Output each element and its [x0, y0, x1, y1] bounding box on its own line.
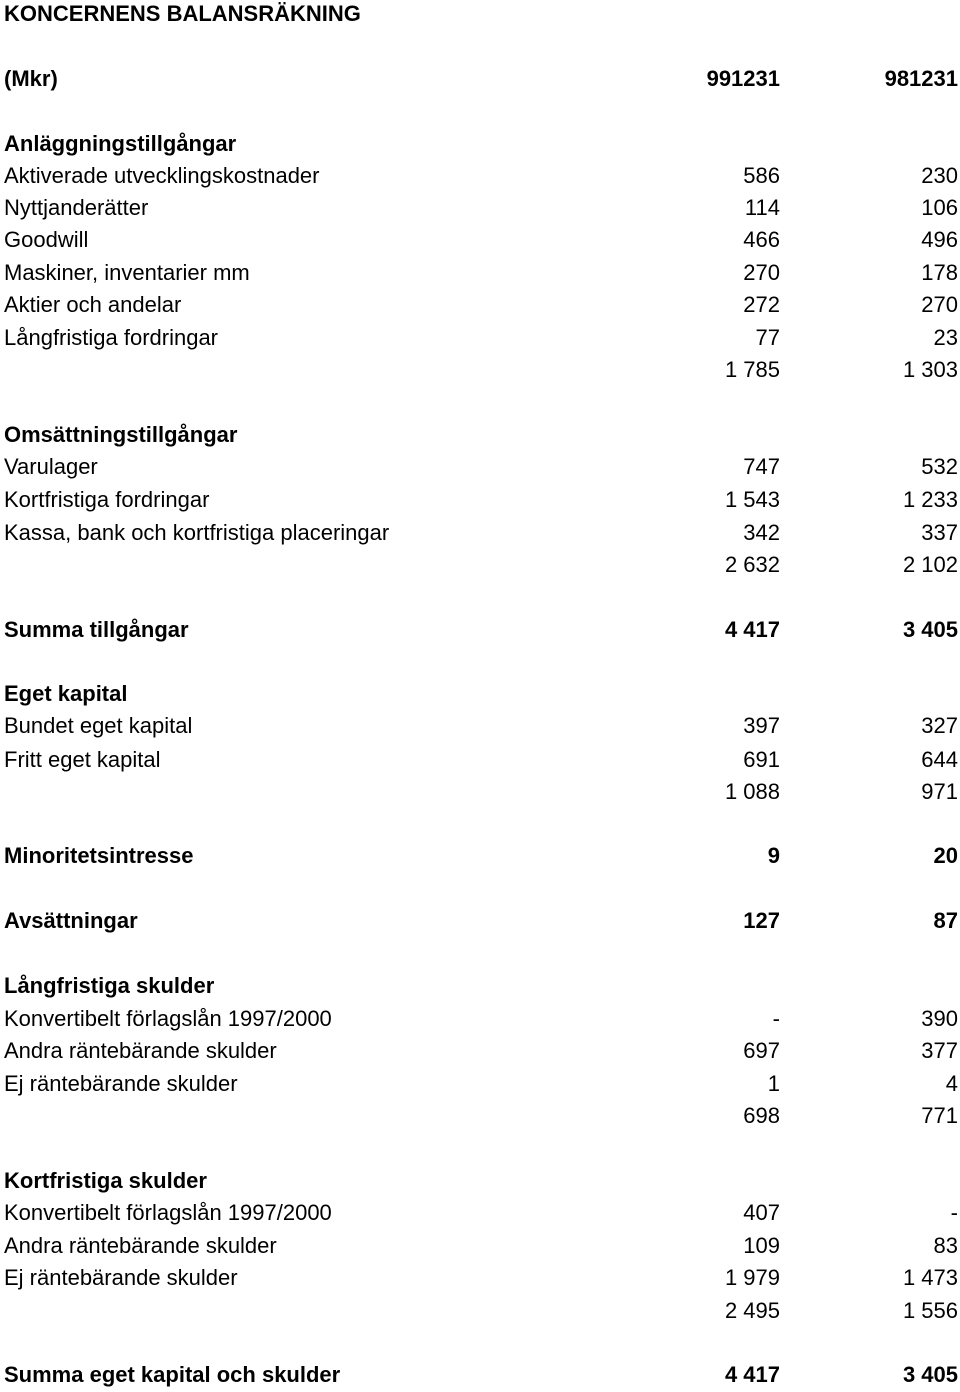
- column-header-1998: 981231: [884, 66, 958, 91]
- value-1998: 496: [921, 227, 958, 252]
- value-1998: 106: [921, 195, 958, 220]
- table-row: [0, 453, 960, 481]
- table-row: [0, 1005, 960, 1033]
- row-label: Summa tillgångar: [4, 617, 189, 642]
- section-heading-eget-kapital: [0, 680, 960, 708]
- row-label: Eget kapital: [4, 681, 128, 706]
- page-title: KONCERNENS BALANSRÄKNING: [4, 1, 361, 26]
- value-1998: 3 405: [902, 1362, 958, 1387]
- row-label: Kortfristiga skulder: [4, 1168, 207, 1193]
- table-row: [0, 194, 960, 222]
- value-1999: 114: [744, 195, 780, 220]
- value-1999: 1 979: [724, 1265, 780, 1290]
- table-row: [0, 1361, 960, 1389]
- row-label: Nyttjanderätter: [4, 195, 149, 220]
- table-row: [0, 616, 960, 644]
- value-1999: 272: [743, 292, 780, 317]
- row-label: Aktiverade utvecklingskostnader: [4, 163, 320, 188]
- value-1998: 4: [945, 1071, 958, 1096]
- row-label: Konvertibelt förlagslån 1997/2000: [4, 1006, 332, 1031]
- table-row: [0, 1232, 960, 1260]
- value-1999: 697: [743, 1038, 780, 1063]
- table-row: [0, 162, 960, 190]
- unit-label: (Mkr): [4, 66, 58, 91]
- row-label: Maskiner, inventarier mm: [4, 260, 250, 285]
- value-1999: -: [772, 1006, 780, 1031]
- value-1999: 4 417: [724, 1362, 780, 1387]
- table-row: [0, 226, 960, 254]
- value-1999: 2 632: [724, 552, 780, 577]
- value-1999: 1 785: [724, 357, 780, 382]
- row-label: Avsättningar: [4, 908, 138, 933]
- table-row: [0, 712, 960, 740]
- subtotal-row: [0, 1297, 960, 1325]
- value-1999: 77: [755, 325, 780, 350]
- value-1998: 771: [921, 1103, 958, 1128]
- column-header-1999: 991231: [706, 66, 780, 91]
- value-1998: 532: [921, 454, 958, 479]
- row-label: Ej räntebärande skulder: [4, 1265, 238, 1290]
- row-label: Goodwill: [4, 227, 89, 252]
- table-row: [0, 519, 960, 547]
- value-1999: 397: [743, 713, 780, 738]
- subtotal-row: [0, 778, 960, 806]
- table-row: [0, 259, 960, 287]
- row-label: Bundet eget kapital: [4, 713, 193, 738]
- value-1999: 9: [767, 843, 780, 868]
- row-label: Långfristiga fordringar: [4, 325, 219, 350]
- value-1999: 466: [743, 227, 780, 252]
- table-row: [0, 1070, 960, 1098]
- section-heading-anlaggningstillgangar: [0, 130, 960, 158]
- row-label: Anläggningstillgångar: [4, 131, 237, 156]
- row-label: Långfristiga skulder: [4, 973, 215, 998]
- value-1999: 586: [743, 163, 780, 188]
- row-label: Aktier och andelar: [4, 292, 182, 317]
- row-label: Konvertibelt förlagslån 1997/2000: [4, 1200, 332, 1225]
- row-label: Summa eget kapital och skulder: [4, 1362, 341, 1387]
- row-label: Varulager: [4, 454, 98, 479]
- table-row: [0, 1037, 960, 1065]
- value-1998: 20: [933, 843, 958, 868]
- subtotal-row: [0, 356, 960, 384]
- value-1998: 377: [921, 1038, 958, 1063]
- value-1998: 87: [933, 908, 958, 933]
- value-1999: 1 088: [724, 779, 780, 804]
- table-row: [0, 1264, 960, 1292]
- value-1998: 1 473: [902, 1265, 958, 1290]
- value-1998: 83: [933, 1233, 958, 1258]
- value-1998: 1 303: [902, 357, 958, 382]
- value-1999: 747: [743, 454, 780, 479]
- section-heading-kortfristiga-skulder: [0, 1167, 960, 1195]
- value-1998: 23: [933, 325, 958, 350]
- value-1999: 407: [743, 1200, 780, 1225]
- table-row: [0, 324, 960, 352]
- value-1999: 4 417: [724, 617, 780, 642]
- row-label: Kortfristiga fordringar: [4, 487, 210, 512]
- value-1998: 327: [921, 713, 958, 738]
- table-row: [0, 746, 960, 774]
- table-row: [0, 486, 960, 514]
- value-1998: -: [950, 1200, 958, 1225]
- table-row: [0, 291, 960, 319]
- value-1998: 3 405: [902, 617, 958, 642]
- value-1998: 2 102: [902, 552, 958, 577]
- value-1999: 698: [743, 1103, 780, 1128]
- value-1999: 127: [743, 908, 780, 933]
- value-1998: 971: [921, 779, 958, 804]
- row-label: Omsättningstillgångar: [4, 422, 238, 447]
- value-1998: 1 556: [902, 1298, 958, 1323]
- value-1998: 644: [921, 747, 958, 772]
- value-1999: 1 543: [724, 487, 780, 512]
- value-1998: 1 233: [902, 487, 958, 512]
- row-label: Minoritetsintresse: [4, 843, 194, 868]
- value-1998: 178: [921, 260, 958, 285]
- table-row: [0, 1199, 960, 1227]
- value-1999: 1: [767, 1071, 780, 1096]
- section-heading-langfristiga-skulder: [0, 972, 960, 1000]
- row-label: Andra räntebärande skulder: [4, 1233, 277, 1258]
- value-1999: 270: [743, 260, 780, 285]
- subtotal-row: [0, 1102, 960, 1130]
- table-row: [0, 907, 960, 935]
- value-1998: 337: [921, 520, 958, 545]
- column-header-row: [0, 65, 960, 93]
- value-1999: 342: [743, 520, 780, 545]
- value-1998: 390: [921, 1006, 958, 1031]
- row-label: Ej räntebärande skulder: [4, 1071, 238, 1096]
- value-1999: 691: [743, 747, 780, 772]
- row-label: Andra räntebärande skulder: [4, 1038, 277, 1063]
- section-heading-omsattningstillgangar: [0, 421, 960, 449]
- value-1998: 270: [921, 292, 958, 317]
- value-1999: 109: [743, 1233, 780, 1258]
- subtotal-row: [0, 551, 960, 579]
- value-1999: 2 495: [724, 1298, 780, 1323]
- value-1998: 230: [921, 163, 958, 188]
- table-row: [0, 842, 960, 870]
- row-label: Fritt eget kapital: [4, 747, 161, 772]
- row-label: Kassa, bank och kortfristiga placeringar: [4, 520, 390, 545]
